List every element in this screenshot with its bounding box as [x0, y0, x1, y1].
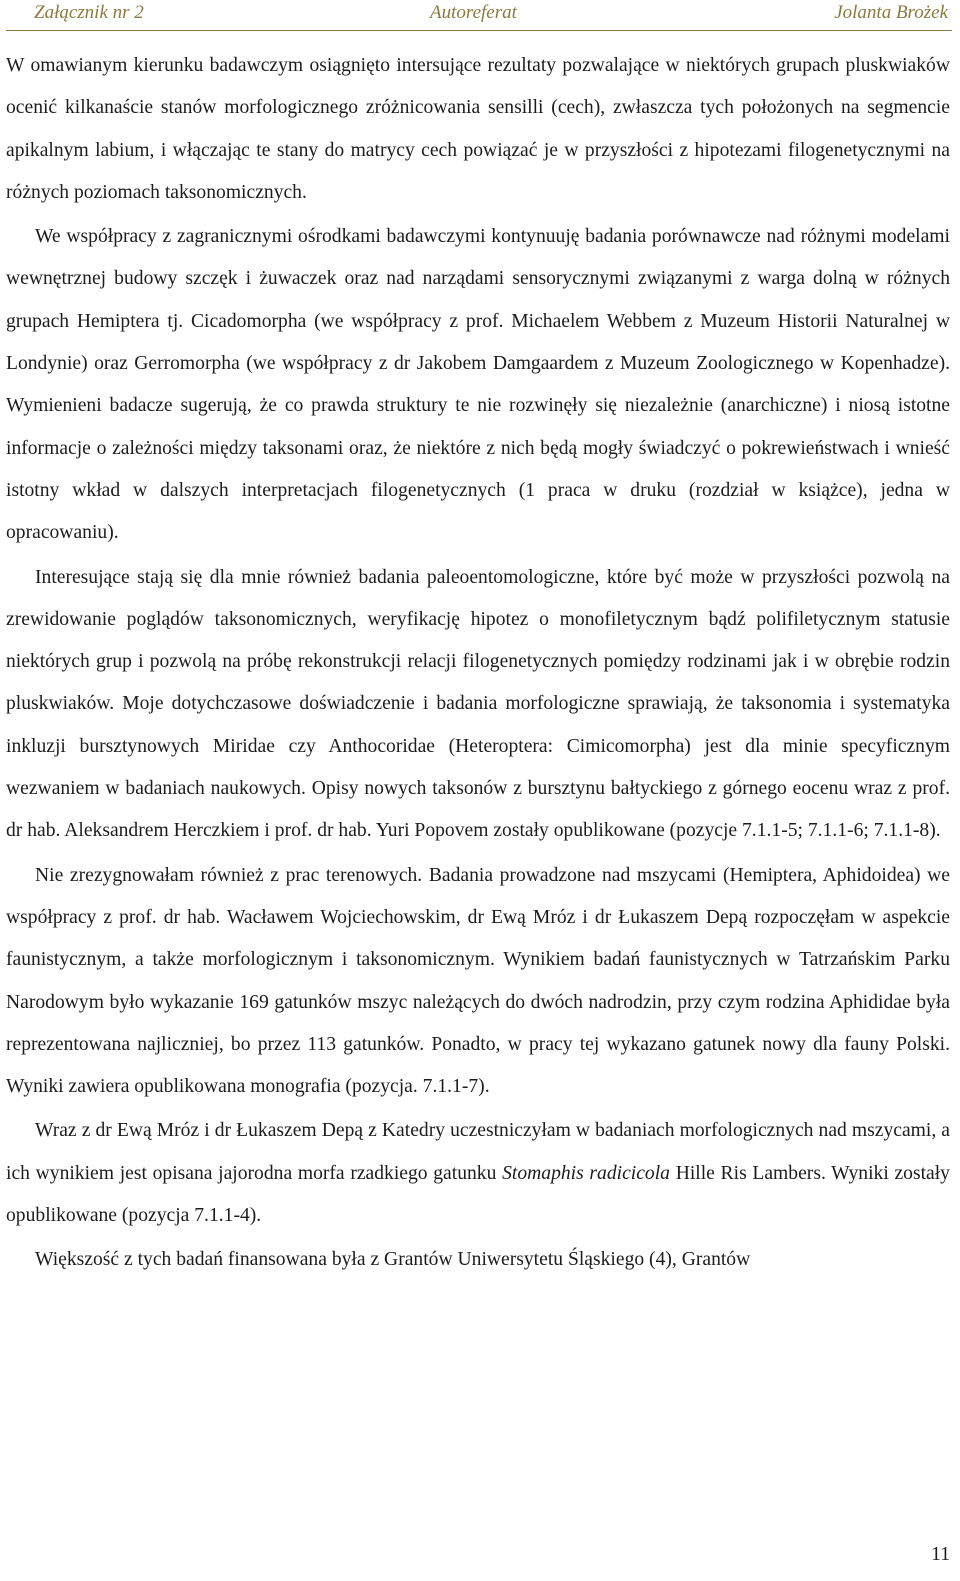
paragraph-4: Nie zrezygnowałam również z prac terenowych. Badania prowadzone nad mszycami (Hemiptera, Aphidoidea) we współpracy z prof. dr hab. Wacławem Wojciechowskim, dr Ewą Mróz i dr Łukaszem Depą rozpoczęłam w aspekcie faunistycznym, a także morfologicznym i taksonomicznym. Wynikiem badań faunistycznych w Tatrzańskim Parku Narodowym było wykazanie 169 gatunków mszyc należących do dwóch nadrodzin, przy czym rodzina Aphididae była reprezentowana najliczniej, bo przez 113 gatunków. Ponadto, w pracy tej wykazano gatunek nowy dla fauny Polski. Wyniki zawiera opublikowana monografia (pozycja. 7.1.1-7).: [6, 864, 950, 1098]
document-body: [6, 45, 950, 1284]
paragraph-5-lead: Wraz z dr Ewą Mróz i dr Łukaszem Depą z Katedry uczestniczyłam w badaniach morfologicznych nad mszycami, a ich wynikiem jest opisana jajorodna morfa rzadkiego gatunku: [6, 1120, 950, 1184]
paragraph-3: Interesujące stają się dla mnie również badania paleoentomologiczne, które być może w przyszłości pozwolą na zrewidowanie poglądów taksonomicznych, weryfikację hipotez o monofiletycznym bądź polifiletycznym statusie niektórych grup i pozwolą na próbę rekonstrukcji relacji filogenetycznych pomiędzy rodzinami jak i w obrębie rodzin pluskwiaków. Moje dotychczasowe doświadczenie i badania morfologiczne sprawiają, że taksonomia i systematyka inkluzji bursztynowych Miridae czy Anthocoridae (Heteroptera: Cimicomorpha) jest dla minie specyficznym wezwaniem w badaniach naukowych. Opisy nowych taksonów z bursztynu bałtyckiego z górnego eocenu wraz z prof. dr hab. Aleksandrem Herczkiem i prof. dr hab. Yuri Popovem zostały opublikowane (pozycje 7.1.1-5; 7.1.1-6; 7.1.1-8).: [6, 566, 950, 842]
header-right: Jolanta Brożek: [834, 2, 948, 23]
paragraph-5: [6, 1110, 950, 1237]
page-number: 11: [931, 1544, 950, 1565]
header-left: Załącznik nr 2: [34, 2, 144, 23]
header-rule: [6, 30, 952, 31]
paragraph-1: W omawianym kierunku badawczym osiągnięto intersujące rezultaty pozwalające w niektórych grupach pluskwiaków ocenić kilkanaście stanów morfologicznego zróżnicowania sensilli (cech), zwłaszcza tych położonych na segmencie apikalnym labium, i włączając te stany do matrycy cech powiązać je w przyszłości z hipotezami filogenetycznymi na różnych poziomach taksonomicznych.: [6, 55, 950, 203]
page-header: [34, 2, 948, 28]
header-center: Autoreferat: [430, 2, 517, 23]
paragraph-6: Większość z tych badań finansowana była z Grantów Uniwersytetu Śląskiego (4), Grantów: [35, 1249, 751, 1271]
species-name: Stomaphis radicicola: [502, 1162, 670, 1184]
paragraph-2: We współpracy z zagranicznymi ośrodkami badawczymi kontynuuję badania porównawcze nad różnymi modelami wewnętrznej budowy szczęk i żuwaczek oraz nad narządami sensorycznymi związanymi z warga dolną w różnych grupach Hemiptera tj. Cicadomorpha (we współpracy z prof. Michaelem Webbem z Muzeum Historii Naturalnej w Londynie) oraz Gerromorpha (we współpracy z dr Jakobem Damgaardem z Muzeum Zoologicznego w Kopenhadze). Wymienieni badacze sugerują, że co prawda struktury te nie rozwinęły się niezależnie (anarchiczne) i niosą istotne informacje o zależności między taksonami oraz, że niektóre z nich będą mogły świadczyć o pokrewieństwach i wnieść istotny wkład w dalszych interpretacjach filogenetycznych (1 praca w druku (rozdział w książce), jedna w opracowaniu).: [6, 226, 950, 544]
paragraph-5-tail: Hille Ris Lambers. Wyniki zostały opublikowane (pozycja 7.1.1-4).: [6, 1162, 950, 1227]
